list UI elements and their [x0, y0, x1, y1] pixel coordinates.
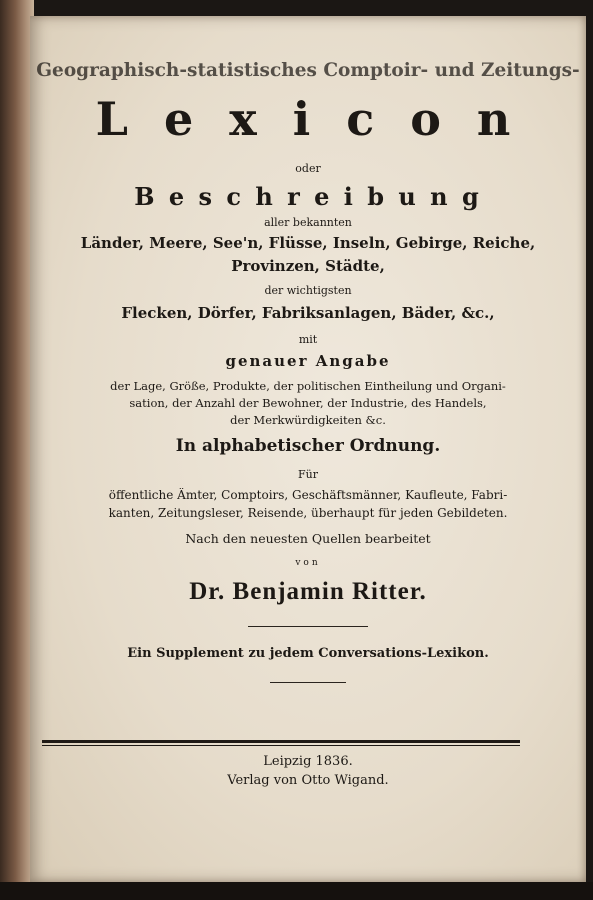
list-line-3: Flecken, Dörfer, Fabriksanlagen, Bäder, &c.,	[121, 304, 495, 322]
word-fuer: Für	[298, 468, 318, 481]
description-line-3: der Merkwürdigkeiten &c.	[230, 413, 386, 427]
word-oder: oder	[295, 162, 321, 175]
title-page	[30, 16, 586, 882]
audience-line-1: öffentliche Ämter, Comptoirs, Geschäftsmänner, Kaufleute, Fabri-	[108, 488, 508, 502]
publisher-line: Verlag von Otto Wigand.	[227, 773, 389, 788]
sources-line: Nach den neuesten Quellen bearbeitet	[185, 531, 431, 546]
list-line-1: Länder, Meere, See'n, Flüsse, Inseln, Gebirge, Reiche,	[80, 234, 536, 252]
divider-rule-2	[270, 682, 346, 683]
alphabetical-order: In alphabetischer Ordnung.	[175, 436, 441, 456]
genauer-angabe: genauer Angabe	[225, 352, 391, 370]
description-line-2: sation, der Anzahl der Bewohner, der Industrie, des Handels,	[129, 396, 487, 410]
author-name: Dr. Benjamin Ritter.	[189, 578, 427, 605]
supplement-line: Ein Supplement zu jedem Conversations-Lexikon.	[127, 646, 489, 661]
book-bottom-edge	[0, 882, 593, 900]
word-von: von	[295, 558, 321, 568]
audience-line-2: kanten, Zeitungsleser, Reisende, überhaupt für jeden Gebildeten.	[108, 506, 508, 520]
word-der-wichtigsten: der wichtigsten	[264, 284, 352, 297]
list-line-2: Provinzen, Städte,	[231, 257, 385, 275]
subtitle-beschreibung: B e s c h r e i b u n g	[134, 182, 482, 211]
heading-line-1: Geographisch-statistisches Comptoir- und Zeitungs-	[36, 60, 580, 81]
thick-divider-rule	[42, 740, 520, 746]
place-and-year: Leipzig 1836.	[263, 754, 353, 769]
main-title: L e x i c o n	[95, 92, 521, 146]
word-mit: mit	[298, 333, 318, 346]
divider-rule-1	[248, 626, 368, 627]
word-aller-bekannten: aller bekannten	[264, 216, 352, 229]
book-spine-edge	[0, 0, 34, 900]
description-line-1: der Lage, Größe, Produkte, der politischen Eintheilung und Organi-	[110, 379, 506, 393]
